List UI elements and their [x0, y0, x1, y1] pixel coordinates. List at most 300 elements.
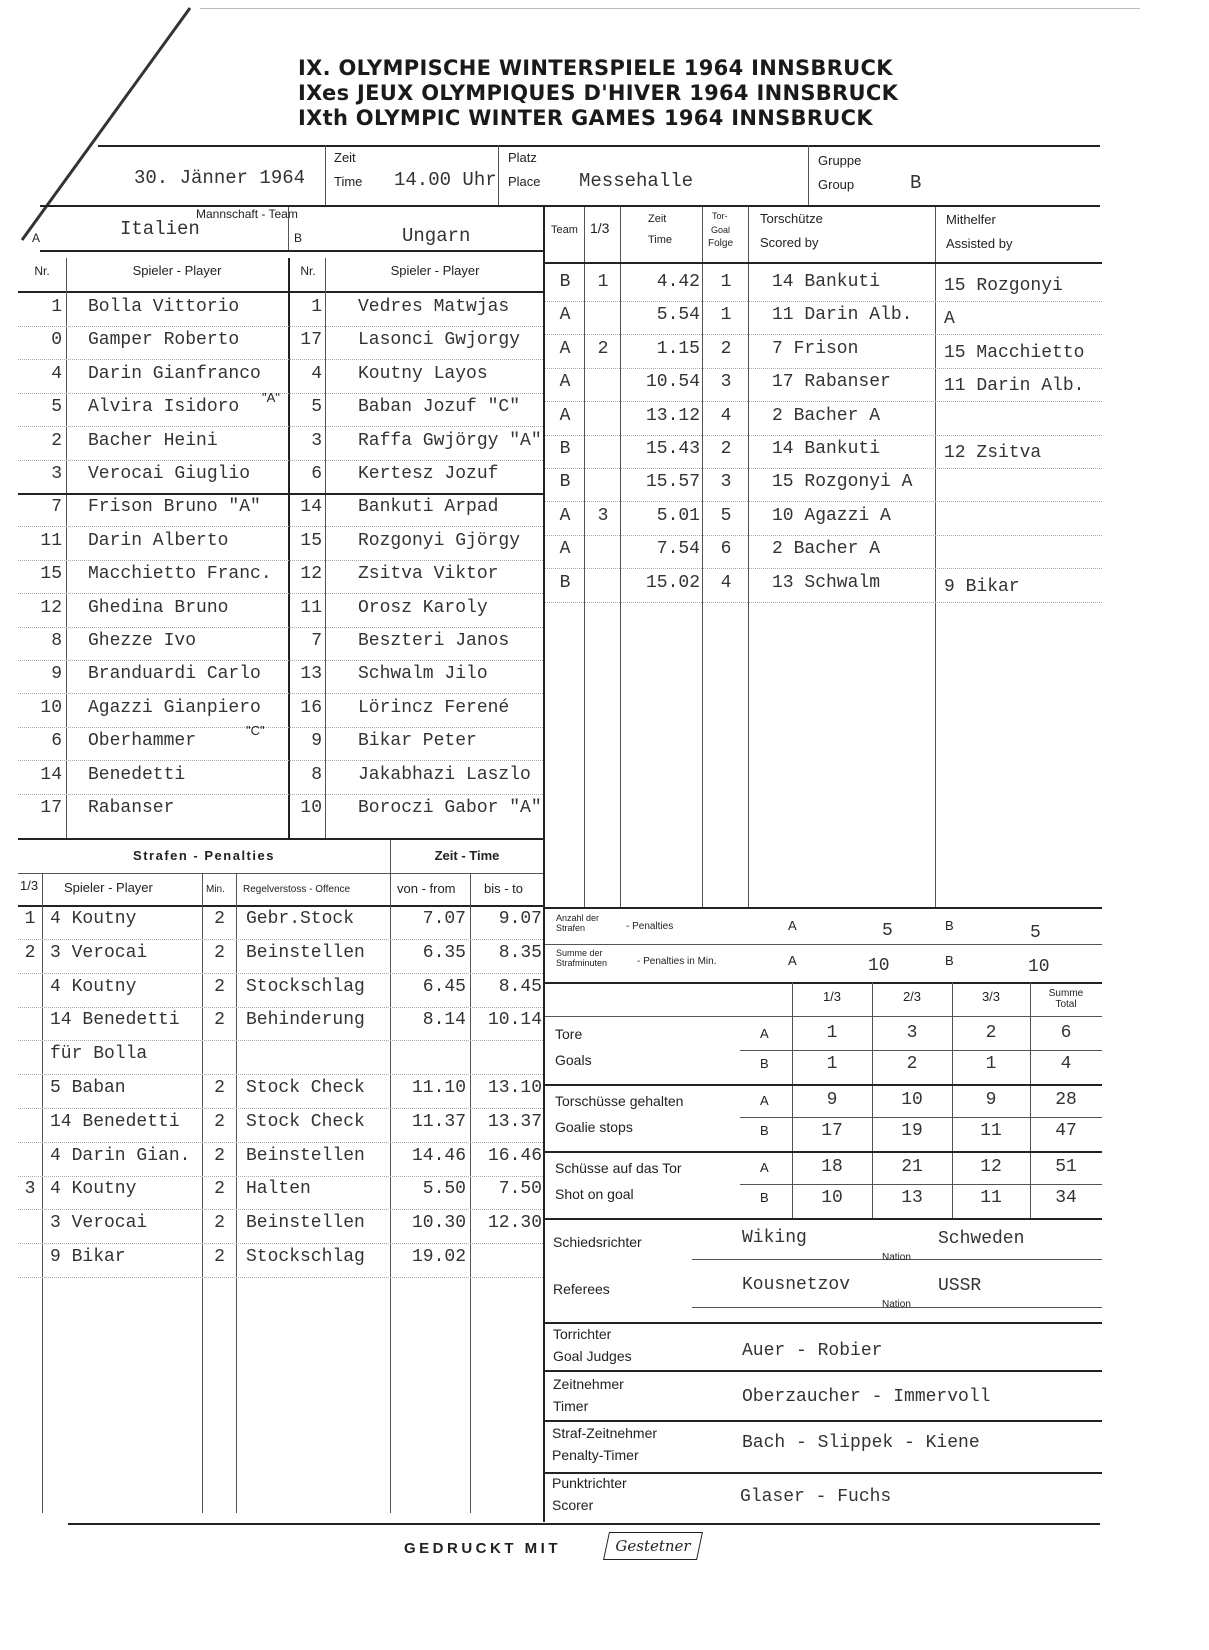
goal-assist: 15 Rozgonyi: [944, 276, 1063, 296]
penalty-minutes: 2: [214, 943, 225, 963]
schiedsrichter-label: Schiedsrichter: [553, 1234, 642, 1250]
team-a-name: Italien: [120, 218, 200, 240]
roster-a-number: 12: [40, 598, 62, 618]
group-label: Group: [818, 177, 855, 192]
roster-a-number: 8: [51, 631, 62, 651]
roster-b-player: Kertesz Jozuf: [358, 464, 499, 484]
roster-a-number: 5: [51, 397, 62, 417]
penalty-player: 4 Koutny: [50, 909, 137, 929]
stat-value-b: 1: [826, 1054, 838, 1074]
goal-sequence: 5: [720, 506, 732, 526]
penalty-timer-names: Bach - Slippek - Kiene: [742, 1433, 980, 1453]
roster-b-number: 10: [300, 798, 322, 818]
roster-row-rule: [18, 359, 543, 360]
gestetner-logo-text: Gestetner: [615, 1537, 691, 1555]
gestetner-logo: [603, 1532, 703, 1560]
goal-tor-header: Tor-: [712, 211, 728, 221]
roster-a-number: 9: [51, 664, 62, 684]
roster-b-player: Lasonci Gwjorgy: [358, 330, 521, 350]
stat-value-a: 9: [985, 1090, 997, 1110]
goal-third-header: 1/3: [590, 220, 610, 236]
stat-mid-rule: [740, 1117, 1102, 1118]
penalty-minutes: 2: [214, 1112, 225, 1132]
penalty-from: 14.46: [411, 1146, 466, 1166]
stat-value-b: 34: [1055, 1188, 1077, 1208]
referee1-nation: Schweden: [938, 1229, 1025, 1249]
roster-a-player-header: Spieler - Player: [132, 263, 222, 278]
timer-label-de: Zeitnehmer: [553, 1376, 624, 1392]
goal-assist: 11 Darin Alb.: [944, 376, 1085, 396]
roster-b-player: Schwalm Jilo: [358, 664, 488, 684]
roster-b-player: Zsitva Viktor: [358, 564, 499, 584]
roster-row-rule: [18, 693, 543, 694]
penalty-count-a-letter: A: [788, 918, 797, 933]
goal-time: 15.43: [645, 439, 700, 459]
zeit-label: Zeit: [334, 150, 356, 165]
goal-team: A: [559, 372, 571, 392]
goal-row-rule: [545, 401, 1102, 402]
penalty-from: 7.07: [422, 909, 466, 929]
goal-sequence: 1: [720, 272, 732, 292]
goal-scorer: 7 Frison: [772, 339, 859, 359]
penalty-row-rule: [18, 939, 543, 940]
roster-a-player: Ghedina Bruno: [88, 598, 229, 618]
goal-team: B: [559, 272, 571, 292]
roster-row-rule: [18, 760, 543, 761]
penalty-player: 5 Baban: [50, 1078, 126, 1098]
stats-p1-header: 1/3: [822, 989, 842, 1004]
roster-b-nr-header: Nr.: [300, 264, 316, 278]
penalty-third: 3: [24, 1179, 36, 1199]
scorer-names: Glaser - Fuchs: [740, 1487, 892, 1507]
gruppe-label: Gruppe: [818, 153, 862, 168]
referee2-nation: USSR: [938, 1276, 982, 1296]
stat-mid-rule: [740, 1184, 1102, 1185]
roster-b-number: 13: [300, 664, 322, 684]
roster-row-rule: [18, 794, 543, 795]
penalty-minutes-a: 10: [868, 956, 890, 976]
referee1-nation-label: Nation: [882, 1252, 911, 1263]
scorer-label-de: Punktrichter: [552, 1475, 627, 1491]
roster-b-number: 3: [311, 431, 322, 451]
captain-mark-a: "A": [262, 390, 280, 405]
referee1-name: Wiking: [742, 1228, 807, 1248]
stat-value-a: 2: [985, 1023, 997, 1043]
goal-third: 2: [597, 339, 609, 359]
penalty-minutes-b: 10: [1028, 957, 1050, 977]
stat-team-b-letter: B: [760, 1123, 769, 1138]
stat-value-b: 19: [901, 1121, 923, 1141]
roster-b-player: Orosz Karoly: [358, 598, 488, 618]
goal-team: A: [559, 305, 571, 325]
match-info-top-rule: [98, 145, 1100, 147]
roster-row-rule: [18, 460, 543, 461]
roster-b-number: 9: [311, 731, 322, 751]
penalty-minutes: 2: [214, 1078, 225, 1098]
roster-a-player: Alvira Isidoro: [88, 397, 240, 417]
goal-scorer: 11 Darin Alb.: [772, 305, 913, 325]
roster-b-number: 8: [311, 765, 322, 785]
penalty-count-label-de: Anzahl der Strafen: [556, 913, 600, 933]
roster-row-rule: [18, 727, 543, 728]
goal-time: 13.12: [645, 406, 700, 426]
match-time: 14.00 Uhr: [394, 169, 497, 191]
stat-value-b: 4: [1060, 1054, 1072, 1074]
penalty-to: 8.45: [498, 977, 542, 997]
goal-goal-header: Goal: [711, 225, 731, 235]
roster-b-player: Jakabhazi Laszlo: [358, 765, 531, 785]
stat-value-a: 6: [1060, 1023, 1072, 1043]
penalty-from: 11.10: [411, 1078, 466, 1098]
goal-time: 4.42: [656, 272, 700, 292]
roster-row-rule: [18, 627, 543, 628]
stat-label-de: Torschüsse gehalten: [555, 1093, 684, 1109]
goal-scorer: 10 Agazzi A: [772, 506, 891, 526]
goal-row-rule: [545, 535, 1102, 536]
penalty-offence: Beinstellen: [246, 943, 365, 963]
penalty-to: 13.10: [487, 1078, 542, 1098]
penalty-min-header: Min.: [206, 884, 225, 895]
penalty-from: 5.50: [422, 1179, 466, 1199]
penalty-minutes: 2: [214, 909, 225, 929]
penalty-third-header: 1/3: [20, 878, 39, 893]
stat-value-a: 28: [1055, 1090, 1077, 1110]
goal-sequence: 2: [720, 339, 732, 359]
penalty-player: 4 Koutny: [50, 1179, 137, 1199]
penalty-count-b-letter: B: [945, 918, 954, 933]
roster-b-player: Vedres Matwjas: [358, 297, 510, 317]
roster-b-number: 11: [300, 598, 322, 618]
penalty-to-header: bis - to: [484, 881, 524, 896]
penalty-to: 7.50: [498, 1179, 542, 1199]
goal-assist: 12 Zsitva: [944, 443, 1042, 463]
goal-sequence: 3: [720, 472, 732, 492]
goal-team: B: [559, 573, 571, 593]
title-english: IXth OLYMPIC WINTER GAMES 1964 INNSBRUCK: [298, 106, 873, 130]
roster-b-number: 14: [300, 497, 322, 517]
penalty-to: 13.37: [487, 1112, 542, 1132]
match-place: Messehalle: [579, 170, 694, 192]
goal-scorer: 2 Bacher A: [772, 406, 881, 426]
timer-names: Oberzaucher - Immervoll: [742, 1387, 991, 1407]
penalty-count-a: 5: [882, 921, 893, 941]
goal-judges-label-en: Goal Judges: [553, 1348, 632, 1364]
roster-a-number: 7: [51, 497, 62, 517]
stats-total-header-de: Summe: [1048, 988, 1084, 999]
goal-time: 1.15: [656, 339, 700, 359]
roster-row-rule: [18, 660, 543, 661]
roster-b-number: 17: [300, 330, 322, 350]
goal-folge-header: Folge: [708, 238, 734, 249]
stat-value-a: 51: [1055, 1157, 1077, 1177]
referees-label: Referees: [553, 1281, 610, 1297]
penalty-from: 11.37: [411, 1112, 466, 1132]
roster-a-player: Verocai Giuglio: [88, 464, 251, 484]
roster-a-number: 2: [51, 431, 62, 451]
goal-time: 5.54: [656, 305, 700, 325]
roster-row-rule: [18, 526, 543, 527]
penalty-offence: Stock Check: [246, 1112, 365, 1132]
roster-a-number: 14: [40, 765, 62, 785]
roster-b-number: 4: [311, 364, 322, 384]
penalty-player: 4 Darin Gian.: [50, 1146, 191, 1166]
roster-a-number: 1: [51, 297, 62, 317]
roster-b-player: Raffa Gwjörgy "A": [358, 431, 542, 451]
roster-row-rule: [18, 326, 543, 327]
penalty-row-rule: [18, 1142, 543, 1143]
roster-a-number: 10: [40, 698, 62, 718]
goal-scorer: 14 Bankuti: [772, 272, 881, 292]
stat-value-b: 11: [980, 1188, 1002, 1208]
roster-b-number: 1: [311, 297, 322, 317]
roster-b-player: Bikar Peter: [358, 731, 477, 751]
bottom-rule: [68, 1523, 1100, 1525]
roster-b-number: 12: [300, 564, 322, 584]
timer-label-en: Timer: [553, 1398, 589, 1414]
roster-a-player: Bolla Vittorio: [88, 297, 240, 317]
stats-p3-header: 3/3: [981, 989, 1001, 1004]
penalty-row-rule: [18, 1007, 543, 1008]
title-french: IXes JEUX OLYMPIQUES D'HIVER 1964 INNSBRUCK: [298, 81, 899, 105]
roster-b-player: Beszteri Janos: [358, 631, 510, 651]
stats-p2-header: 2/3: [902, 989, 922, 1004]
penalty-offence-header: Regelverstoss - Offence: [243, 884, 351, 895]
penalty-player: 14 Benedetti: [50, 1112, 180, 1132]
time-label: Time: [334, 174, 363, 189]
roster-b-number: 5: [311, 397, 322, 417]
goal-assist: 15 Macchietto: [944, 343, 1085, 363]
penalty-offence: Gebr.Stock: [246, 909, 355, 929]
goal-team: A: [559, 339, 571, 359]
match-group: B: [910, 172, 922, 194]
team-b-name: Ungarn: [402, 225, 471, 247]
captain-mark-c: "C": [246, 723, 265, 738]
goal-third: 1: [597, 272, 609, 292]
penalty-row-rule: [18, 1176, 543, 1177]
stat-label-en: Goalie stops: [555, 1119, 633, 1135]
penalties-time-title: Zeit - Time: [434, 848, 500, 863]
roster-a-player: Macchietto Franc.: [88, 564, 272, 584]
roster-a-number: 17: [40, 798, 62, 818]
team-b-letter: B: [294, 231, 303, 245]
penalty-to: 8.35: [498, 943, 542, 963]
penalty-minutes: 2: [214, 1146, 225, 1166]
penalties-title: Strafen - Penalties: [133, 848, 275, 863]
penalty-offence: Beinstellen: [246, 1146, 365, 1166]
goal-time: 15.02: [645, 573, 700, 593]
roster-a-player: Benedetti: [88, 765, 186, 785]
goal-team: A: [559, 539, 571, 559]
scorer-label-en: Scorer: [552, 1497, 594, 1513]
penalty-minutes-label-en: - Penalties in Min.: [637, 956, 717, 967]
roster-b-player: Baban Jozuf "C": [358, 397, 521, 417]
goal-sequence: 6: [720, 539, 732, 559]
goal-time: 15.57: [645, 472, 700, 492]
penalty-player-header: Spieler - Player: [64, 880, 153, 895]
penalty-to: 16.46: [487, 1146, 542, 1166]
penalty-from: 8.14: [422, 1010, 466, 1030]
team-a-letter: A: [32, 231, 41, 245]
roster-a-player: Oberhammer: [88, 731, 197, 751]
goal-sequence: 4: [720, 406, 732, 426]
penalty-to: 9.07: [498, 909, 542, 929]
goal-row-rule: [545, 568, 1102, 569]
roster-a-player: Rabanser: [88, 798, 175, 818]
roster-a-player: Gamper Roberto: [88, 330, 240, 350]
penalty-from: 6.35: [422, 943, 466, 963]
penalty-player: 3 Verocai: [50, 943, 148, 963]
penalty-from: 6.45: [422, 977, 466, 997]
roster-a-number: 11: [40, 531, 62, 551]
stat-team-b-letter: B: [760, 1190, 769, 1205]
team-header-rule: [40, 250, 543, 252]
penalty-offence: Behinderung: [246, 1010, 365, 1030]
stat-team-b-letter: B: [760, 1056, 769, 1071]
stat-value-b: 47: [1055, 1121, 1077, 1141]
stat-value-a: 9: [826, 1090, 838, 1110]
penalty-row-rule: [18, 1108, 543, 1109]
goal-scorer: 14 Bankuti: [772, 439, 881, 459]
roster-a-number: 15: [40, 564, 62, 584]
goal-time: 7.54: [656, 539, 700, 559]
penalty-timer-label-de: Straf-Zeitnehmer: [552, 1425, 658, 1441]
torschuetze-header: Torschütze: [760, 211, 823, 226]
roster-row-rule: [18, 426, 543, 427]
referee2-nation-label: Nation: [882, 1299, 911, 1310]
stat-value-b: 1: [985, 1054, 997, 1074]
penalty-row-rule: [18, 1277, 543, 1278]
stat-value-b: 2: [906, 1054, 918, 1074]
goal-row-rule: [545, 602, 1102, 603]
roster-b-player: Rozgonyi Gjörgy: [358, 531, 521, 551]
stat-label-en: Shot on goal: [555, 1186, 634, 1202]
roster-b-number: 15: [300, 531, 322, 551]
penalty-from-header: von - from: [397, 881, 456, 896]
roster-b-player: Koutny Layos: [358, 364, 488, 384]
goal-assist: A: [944, 309, 955, 329]
roster-b-player-header: Spieler - Player: [390, 263, 480, 278]
penalty-offence: Halten: [246, 1179, 311, 1199]
penalty-minutes: 2: [214, 1179, 225, 1199]
roster-row-rule: [18, 593, 543, 594]
goal-team: A: [559, 506, 571, 526]
goal-judges-names: Auer - Robier: [742, 1341, 883, 1361]
team-label: Mannschaft - Team: [196, 207, 298, 221]
goal-sequence: 3: [720, 372, 732, 392]
penalty-third: 1: [24, 909, 36, 929]
penalty-to: 12.30: [487, 1213, 542, 1233]
penalty-offence: Stock Check: [246, 1078, 365, 1098]
penalty-minutes-label-de: Summe der Strafminuten: [556, 948, 608, 968]
stat-row-rule: [545, 1084, 1102, 1086]
goal-scorer: 13 Schwalm: [772, 573, 881, 593]
penalty-player: 14 Benedetti: [50, 1010, 180, 1030]
stats-total-header-en: Total: [1055, 999, 1077, 1010]
goal-team: B: [559, 439, 571, 459]
roster-row-rule: [18, 560, 543, 561]
stat-label-en: Goals: [555, 1052, 592, 1068]
platz-label: Platz: [508, 150, 537, 165]
goal-judges-label-de: Torrichter: [553, 1326, 612, 1342]
stat-value-b: 17: [821, 1121, 843, 1141]
goal-scorer: 17 Rabanser: [772, 372, 891, 392]
stat-value-b: 10: [821, 1188, 843, 1208]
title-german: IX. OLYMPISCHE WINTERSPIELE 1964 INNSBRUCK: [298, 56, 893, 80]
stat-team-a-letter: A: [760, 1093, 769, 1108]
goal-row-rule: [545, 501, 1102, 502]
stat-label-de: Schüsse auf das Tor: [555, 1160, 682, 1176]
penalty-third: 2: [24, 943, 36, 963]
stat-value-b: 13: [901, 1188, 923, 1208]
penalty-row-rule: [18, 1209, 543, 1210]
stat-value-a: 18: [821, 1157, 843, 1177]
goal-row-rule: [545, 301, 1102, 302]
roster-a-number: 3: [51, 464, 62, 484]
penalty-row-rule: [18, 973, 543, 974]
stat-mid-rule: [740, 1050, 1102, 1051]
match-date: 30. Jänner 1964: [134, 167, 306, 189]
penalty-from: 10.30: [411, 1213, 466, 1233]
penalty-minutes: 2: [214, 1010, 225, 1030]
roster-a-player: Darin Alberto: [88, 531, 229, 551]
penalty-player: für Bolla: [50, 1044, 148, 1064]
goal-team: A: [559, 406, 571, 426]
penalty-minutes: 2: [214, 1213, 225, 1233]
penalty-count-label-en: - Penalties: [626, 921, 674, 932]
roster-row-rule: [18, 393, 543, 394]
goal-sequence: 4: [720, 573, 732, 593]
penalty-offence: Stockschlag: [246, 1247, 365, 1267]
goal-scorer: 15 Rozgonyi A: [772, 472, 913, 492]
penalty-minutes-b-letter: B: [945, 953, 954, 968]
place-label: Place: [508, 174, 541, 189]
goal-sequence: 1: [720, 305, 732, 325]
penalty-count-b: 5: [1030, 923, 1041, 943]
goal-time-header: Time: [648, 234, 673, 246]
penalty-minutes-a-letter: A: [788, 953, 797, 968]
stat-team-a-letter: A: [760, 1160, 769, 1175]
stat-value-a: 10: [901, 1090, 923, 1110]
roster-b-number: 7: [311, 631, 322, 651]
referee2-name: Kousnetzov: [742, 1275, 851, 1295]
goal-third: 3: [597, 506, 609, 526]
goal-row-rule: [545, 468, 1102, 469]
roster-a-player: Darin Gianfranco: [88, 364, 261, 384]
penalty-minutes: 2: [214, 1247, 225, 1267]
goal-zeit-header: Zeit: [648, 213, 667, 225]
roster-a-player: Branduardi Carlo: [88, 664, 261, 684]
goal-row-rule: [545, 435, 1102, 436]
penalty-timer-label-en: Penalty-Timer: [552, 1447, 639, 1463]
roster-a-player: Frison Bruno "A": [88, 497, 261, 517]
goal-time: 5.01: [656, 506, 700, 526]
goal-sequence: 2: [720, 439, 732, 459]
roster-b-number: 16: [300, 698, 322, 718]
top-edge-line: [200, 8, 1140, 9]
roster-a-number: 0: [51, 330, 62, 350]
stat-value-a: 12: [980, 1157, 1002, 1177]
stat-label-de: Tore: [555, 1026, 583, 1042]
penalty-from: 19.02: [411, 1247, 466, 1267]
roster-a-number: 4: [51, 364, 62, 384]
penalty-player: 3 Verocai: [50, 1213, 148, 1233]
roster-b-number: 6: [311, 464, 322, 484]
roster-b-player: Lörincz Ferené: [358, 698, 510, 718]
penalty-minutes: 2: [214, 977, 225, 997]
stat-row-rule: [545, 1151, 1102, 1153]
roster-b-player: Bankuti Arpad: [358, 497, 499, 517]
stat-value-a: 3: [906, 1023, 918, 1043]
